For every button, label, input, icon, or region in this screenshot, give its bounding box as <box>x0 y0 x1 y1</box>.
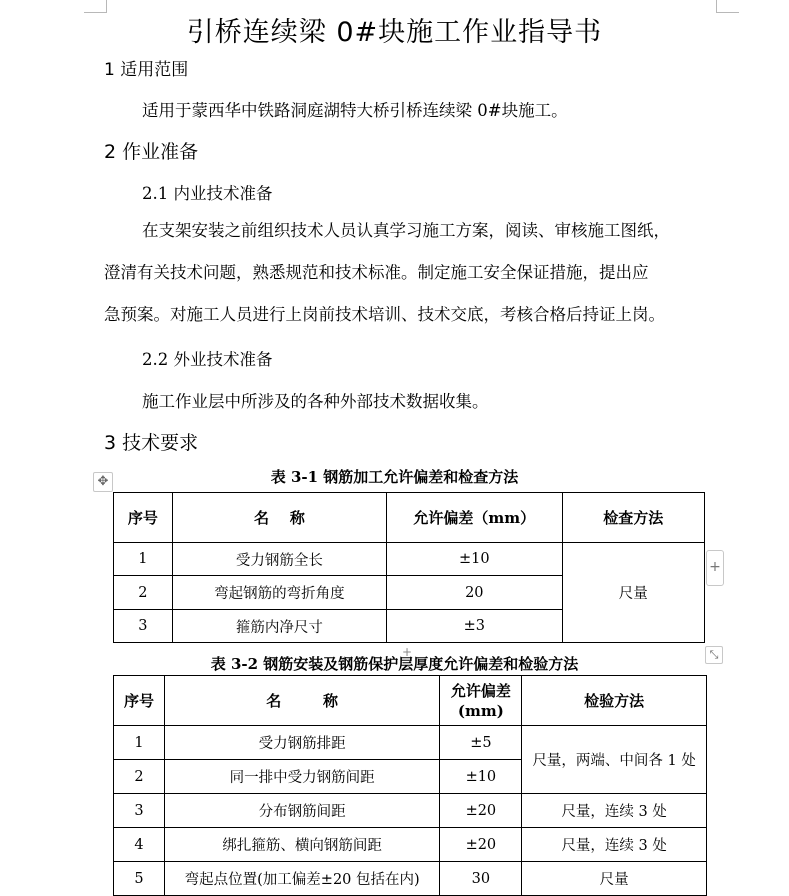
table-2 <box>113 675 707 896</box>
table-2-caption: 表 3-2 钢筋安装及钢筋保护层厚度允许偏差和检验方法 <box>210 655 579 673</box>
table-row <box>114 828 707 862</box>
table-cell: ±10 <box>387 543 562 576</box>
table-cell: 同一排中受力钢筋间距 <box>164 760 440 794</box>
subsection-2-2-heading: 2.2 外业技术准备 <box>142 350 273 369</box>
table-header-cell: 检查方法 <box>562 493 704 543</box>
table-cell: 尺量，连续 3 处 <box>522 828 707 862</box>
table-cell: 2 <box>114 760 165 794</box>
table-cell: 3 <box>114 794 165 828</box>
table-cell: 2 <box>114 576 173 610</box>
table-cell: 绑扎箍筋、横向钢筋间距 <box>164 828 440 862</box>
plus-icon[interactable]: + <box>706 550 724 586</box>
move-icon[interactable]: ✥ <box>93 472 113 492</box>
document-title: 引桥连续梁 0#块施工作业指导书 <box>186 17 603 48</box>
resize-icon[interactable]: ⤡ <box>705 646 723 664</box>
header-line: 允许偏差 <box>450 681 511 700</box>
section-1-text: 适用于蒙西华中铁路洞庭湖特大桥引桥连续梁 0#块施工。 <box>142 101 568 120</box>
table-header-cell: 名 称 <box>172 493 386 543</box>
table-cell: 1 <box>114 543 173 576</box>
table-cell: 尺量 <box>522 862 707 896</box>
table-row <box>114 794 707 828</box>
table-cell: 30 <box>440 862 522 896</box>
section-1-heading: 1 适用范围 <box>104 60 189 80</box>
table-1 <box>113 492 705 643</box>
table-cell: 4 <box>114 828 165 862</box>
table-cell-merged: 尺量 <box>562 543 704 643</box>
table-cell: ±5 <box>440 726 522 760</box>
table-cell: ±20 <box>440 794 522 828</box>
subsection-2-1-heading: 2.1 内业技术准备 <box>142 184 273 203</box>
table-cell: 弯起点位置(加工偏差±20 包括在内) <box>164 862 440 896</box>
table-row <box>114 543 705 576</box>
table-row <box>114 862 707 896</box>
table-cell: 受力钢筋排距 <box>164 726 440 760</box>
paragraph-line: 急预案。对施工人员进行上岗前技术培训、技术交底，考核合格后持证上岗。 <box>104 305 665 324</box>
table-cell: ±3 <box>387 610 562 643</box>
table-header-cell <box>440 676 522 726</box>
table-cell: 分布钢筋间距 <box>164 794 440 828</box>
table-cell: 受力钢筋全长 <box>172 543 386 576</box>
table-cell: ±20 <box>440 828 522 862</box>
table-cell: 箍筋内净尺寸 <box>172 610 386 643</box>
table-header-cell: 允许偏差（mm） <box>387 493 562 543</box>
table-cell: 3 <box>114 610 173 643</box>
section-2-heading: 2 作业准备 <box>104 141 199 163</box>
table-cell: 弯起钢筋的弯折角度 <box>172 576 386 610</box>
header-line: (mm) <box>457 701 504 720</box>
paragraph-line: 澄清有关技术问题，熟悉规范和技术标准。制定施工安全保证措施，提出应 <box>104 263 649 282</box>
table-1-caption: 表 3-1 钢筋加工允许偏差和检查方法 <box>270 468 519 486</box>
table-row <box>114 726 707 760</box>
table-header-cell: 名 称 <box>164 676 440 726</box>
table-cell: 1 <box>114 726 165 760</box>
section-3-heading: 3 技术要求 <box>104 432 199 454</box>
table-header-row <box>114 493 705 543</box>
table-cell: 5 <box>114 862 165 896</box>
table-cell: ±10 <box>440 760 522 794</box>
table-cell-merged: 尺量，两端、中间各 1 处 <box>522 726 707 794</box>
table-header-cell: 检验方法 <box>522 676 707 726</box>
table-header-cell: 序号 <box>114 676 165 726</box>
table-cell: 20 <box>387 576 562 610</box>
section-2-1-paragraph <box>104 210 724 336</box>
paragraph-line: 在支架安装之前组织技术人员认真学习施工方案，阅读、审核施工图纸， <box>142 221 670 240</box>
subsection-2-2-text: 施工作业层中所涉及的各种外部技术数据收集。 <box>142 392 489 411</box>
table-header-row <box>114 676 707 726</box>
plus-icon[interactable]: + <box>402 645 413 659</box>
table-cell: 尺量，连续 3 处 <box>522 794 707 828</box>
table-header-cell: 序号 <box>114 493 173 543</box>
